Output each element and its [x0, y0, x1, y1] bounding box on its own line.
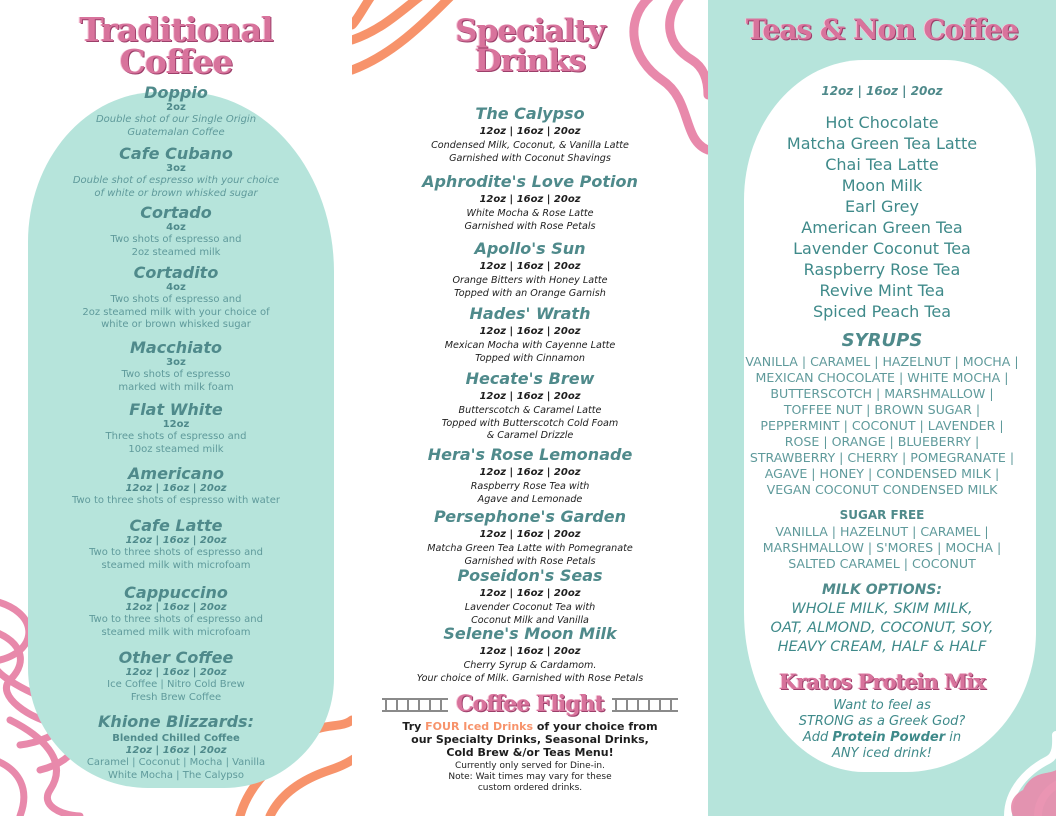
item-size: 3oz: [166, 163, 186, 174]
item-name: Cappuccino: [124, 583, 228, 602]
item-size: 12oz | 16oz | 20oz: [125, 483, 227, 494]
item-description: Lavender Coconut Tea with: [464, 602, 596, 613]
item-description: Three shots of espresso and: [105, 431, 247, 442]
menu-item: [0, 339, 352, 394]
milk-options-list: [708, 600, 1056, 657]
menu-item: [352, 507, 708, 568]
item-description: Two shots of espresso: [121, 369, 231, 380]
item-size: 12oz | 16oz | 20oz: [479, 646, 581, 657]
menu-item: [0, 584, 352, 639]
item-size: 12oz | 16oz | 20oz: [479, 391, 581, 402]
menu-item: [0, 517, 352, 572]
kratos-title: Kratos Protein Mix: [779, 669, 985, 694]
item-size: 12oz: [162, 419, 190, 430]
item-name: Cortadito: [133, 263, 219, 282]
menu-item: [0, 401, 352, 456]
sugar-free-title: SUGAR FREE: [839, 508, 925, 522]
tea-item: Hot Chocolate: [825, 113, 939, 132]
specialty-drinks-panel: [352, 0, 708, 816]
item-description: Two shots of espresso and: [110, 294, 242, 305]
item-description: Garnished with Rose Petals: [464, 555, 596, 567]
tea-item: American Green Tea: [801, 218, 963, 237]
item-description: Double shot of espresso with your choice: [72, 175, 280, 186]
item-description: Topped with Butterscotch Cold Foam: [441, 417, 619, 429]
menu-item: [352, 104, 708, 165]
item-description: Condensed Milk, Coconut, & Vanilla Latte: [431, 140, 629, 151]
syrups-title: SYRUPS: [841, 330, 923, 351]
syrup-line: STRAWBERRY | CHERRY | POMEGRANATE |: [749, 450, 1015, 465]
tea-item: Raspberry Rose Tea: [803, 260, 961, 279]
syrup-line: VEGAN COCONUT CONDENSED MILK: [766, 482, 998, 497]
item-size: 2oz: [166, 102, 186, 113]
item-name: Cafe Latte: [129, 516, 223, 535]
traditional-coffee-title: Traditional Coffee: [79, 10, 273, 82]
syrup-line: VANILLA | CARAMEL | HAZELNUT | MOCHA |: [745, 354, 1019, 369]
item-name: Selene's Moon Milk: [443, 624, 617, 643]
teas-size: 12oz | 16oz | 20oz: [821, 84, 943, 98]
item-name: Apollo's Sun: [474, 239, 586, 258]
menu-item: [352, 445, 708, 506]
item-description: Two to three shots of espresso and: [89, 614, 263, 625]
item-description: Ice Coffee | Nitro Cold Brew: [107, 679, 245, 690]
item-size: 12oz | 16oz | 20oz: [125, 602, 227, 613]
menu-item: [352, 239, 708, 300]
item-description: of white or brown whisked sugar: [94, 187, 258, 199]
teas-non-coffee-panel: [708, 0, 1056, 816]
item-size: 12oz | 16oz | 20oz: [479, 194, 581, 205]
menu-item: [0, 264, 352, 332]
tea-list: [708, 112, 1056, 322]
item-description: steamed milk with microfoam: [101, 626, 251, 638]
sugar-free-list: [708, 524, 1056, 572]
item-description: Mexican Mocha with Cayenne Latte: [444, 340, 616, 351]
teas-title: Teas & Non Coffee: [745, 13, 1019, 46]
menu-item: [0, 204, 352, 259]
item-name: The Calypso: [475, 104, 585, 123]
syrup-line: TOFFEE NUT | BROWN SUGAR |: [783, 402, 981, 417]
item-size: 12oz | 16oz | 20oz: [479, 261, 581, 272]
item-description: Guatemalan Coffee: [127, 126, 225, 138]
coffee-flight-line1: Try FOUR Iced Drinks of your choice from: [402, 719, 658, 733]
item-name: Cafe Cubano: [119, 144, 233, 163]
item-description: Double shot of our Single Origin: [95, 114, 257, 125]
item-description: Your choice of Milk. Garnished with Rose Petals: [416, 672, 644, 684]
tea-item: Spiced Peach Tea: [812, 302, 952, 321]
item-description: 2oz steamed milk with your choice of: [82, 306, 270, 318]
syrup-line: AGAVE | HONEY | CONDENSED MILK |: [764, 466, 1000, 481]
item-description: Two to three shots of espresso and: [89, 547, 263, 558]
item-size: 12oz | 16oz | 20oz: [125, 535, 227, 546]
milk-option-line: OAT, ALMOND, COCONUT, SOY,: [770, 620, 994, 636]
tea-item: Earl Grey: [845, 197, 919, 216]
menu-item: [0, 145, 352, 200]
item-size: 12oz | 16oz | 20oz: [479, 326, 581, 337]
item-description: Cherry Syrup & Cardamom.: [463, 660, 597, 671]
item-size: 4oz: [166, 222, 186, 233]
item-size: 12oz | 16oz | 20oz: [479, 467, 581, 478]
sugar-free-line: SALTED CARAMEL | COCONUT: [788, 556, 976, 571]
item-description: Butterscotch & Caramel Latte: [458, 405, 602, 416]
item-description: Two shots of espresso and: [110, 234, 242, 245]
menu-item: [352, 624, 708, 685]
tea-item: Moon Milk: [841, 176, 923, 195]
item-name: Macchiato: [130, 338, 222, 357]
item-description: Two to three shots of espresso with water: [72, 495, 280, 506]
item-description: Garnished with Rose Petals: [464, 220, 596, 232]
item-name: Doppio: [144, 83, 208, 102]
khione-blizzards-item: Khione Blizzards: Blended Chilled Coffee 12oz | 16oz | 20oz Caramel | Coconut | Mocha | Vanilla White Mocha | The Calypso: [86, 712, 266, 781]
item-name: Americano: [128, 464, 224, 483]
item-description: marked with milk foam: [118, 381, 234, 393]
sugar-free-line: MARSHMALLOW | S'MORES | MOCHA |: [762, 540, 1002, 555]
item-size: 12oz | 16oz | 20oz: [479, 588, 581, 599]
kratos-description: Want to feel as STRONG as a Greek God? Add Protein Powder in ANY iced drink!: [798, 698, 966, 761]
item-name: Hecate's Brew: [465, 369, 595, 388]
tea-item: Chai Tea Latte: [825, 155, 939, 174]
item-description: white or brown whisked sugar: [101, 319, 251, 330]
greek-key-border-left: [382, 698, 448, 712]
menu-item: [352, 369, 708, 443]
syrup-list: [708, 354, 1056, 498]
tea-item: Lavender Coconut Tea: [793, 239, 971, 258]
coffee-flight-title: Coffee Flight: [456, 691, 604, 717]
milk-options-title: MILK OPTIONS:: [821, 582, 942, 598]
item-description: Orange Bitters with Honey Latte: [452, 275, 608, 286]
item-size: 12oz | 16oz | 20oz: [479, 126, 581, 137]
syrup-line: MEXICAN CHOCOLATE | WHITE MOCHA |: [755, 370, 1009, 385]
sugar-free-line: VANILLA | HAZELNUT | CARAMEL |: [775, 524, 989, 539]
menu-item: [352, 304, 708, 365]
syrup-line: BUTTERSCOTCH | MARSHMALLOW |: [770, 386, 994, 401]
item-description: Agave and Lemonade: [477, 493, 583, 505]
item-description: & Caramel Drizzle: [486, 430, 574, 441]
item-description: Matcha Green Tea Latte with Pomegranate: [427, 543, 633, 554]
syrup-line: PEPPERMINT | COCONUT | LAVENDER |: [760, 418, 1004, 433]
traditional-coffee-panel: [0, 0, 352, 816]
item-description: Topped with an Orange Garnish: [454, 287, 606, 299]
tea-item: Matcha Green Tea Latte: [786, 134, 978, 153]
item-description: 2oz steamed milk: [131, 246, 221, 258]
item-name: Cortado: [140, 203, 212, 222]
item-size: 4oz: [166, 282, 186, 293]
milk-option-line: HEAVY CREAM, HALF & HALF: [777, 639, 987, 655]
item-description: Topped with Cinnamon: [475, 352, 585, 364]
item-size: 12oz | 16oz | 20oz: [125, 667, 227, 678]
menu-item: [0, 84, 352, 139]
item-description: Raspberry Rose Tea with: [470, 481, 590, 492]
tea-item: Revive Mint Tea: [819, 281, 945, 300]
item-name: Hera's Rose Lemonade: [427, 445, 633, 464]
item-name: Aphrodite's Love Potion: [422, 172, 638, 191]
item-size: 3oz: [166, 357, 186, 368]
item-name: Other Coffee: [118, 648, 234, 667]
item-description: Coconut Milk and Vanilla: [471, 614, 589, 626]
item-description: White Mocha & Rose Latte: [466, 208, 594, 219]
item-name: Poseidon's Seas: [457, 566, 603, 585]
greek-key-border-right: [612, 698, 678, 712]
item-description: Fresh Brew Coffee: [130, 691, 222, 703]
menu-item: [352, 566, 708, 627]
item-description: 10oz steamed milk: [128, 443, 224, 455]
item-name: Flat White: [129, 400, 223, 419]
syrup-line: ROSE | ORANGE | BLUEBERRY |: [784, 434, 980, 449]
menu-item: [352, 172, 708, 233]
coffee-flight-section: Coffee Flight Try FOUR Iced Drinks of your choice from our Specialty Drinks, Seasonal Drinks, Cold Brew &/or Teas Menu! Currently only served for Dine-in. Note: Wait times may vary for these custom ordered drinks.: [352, 694, 708, 794]
specialty-drinks-title: Specialty Drinks: [455, 13, 605, 80]
item-description: steamed milk with microfoam: [101, 559, 251, 571]
item-description: Garnished with Coconut Shavings: [449, 152, 611, 164]
item-name: Hades' Wrath: [469, 304, 591, 323]
item-name: Persephone's Garden: [434, 507, 626, 526]
menu-item: [0, 649, 352, 704]
menu-item: [0, 465, 352, 508]
item-size: 12oz | 16oz | 20oz: [479, 529, 581, 540]
milk-option-line: WHOLE MILK, SKIM MILK,: [791, 601, 973, 617]
